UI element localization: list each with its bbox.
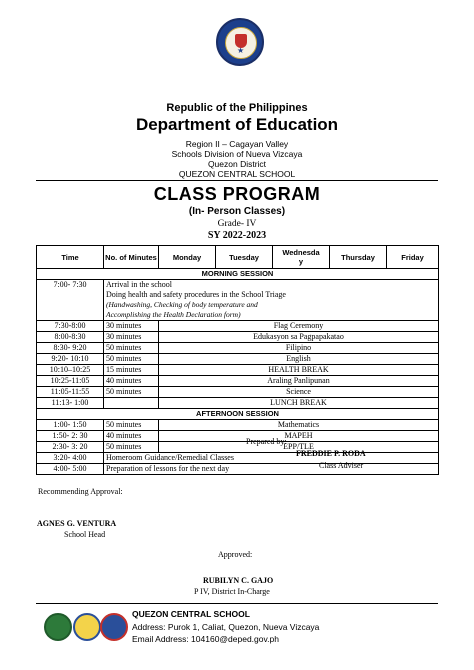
class-program-table: [36, 245, 438, 475]
col-monday: Monday: [159, 246, 216, 269]
minutes-cell: 40 minutes: [104, 431, 159, 442]
division-logo-icon: [100, 613, 128, 641]
col-wednesday-line2: y: [298, 257, 304, 266]
subject-cell: English: [159, 354, 439, 365]
subject-cell: Flag Ceremony: [159, 321, 439, 332]
arrival-line-2: Doing health and safety procedures in the School Triage: [106, 290, 286, 299]
time-cell: 11:13- 1:00: [37, 398, 104, 409]
time-cell: 2:30- 3: 20: [37, 442, 104, 453]
school-logo-icon: [44, 613, 72, 641]
table-row: [37, 464, 439, 475]
time-cell: 8:30- 9:20: [37, 343, 104, 354]
table-row: [37, 343, 439, 354]
col-time: Time: [37, 246, 104, 269]
republic-text: Republic of the Philippines: [166, 102, 308, 114]
minutes-cell: 50 minutes: [104, 343, 159, 354]
afternoon-session-label: AFTERNOON SESSION: [37, 409, 439, 420]
adviser-title: Class Adviser: [319, 461, 364, 470]
table-row: [37, 420, 439, 431]
footer-divider: [36, 603, 438, 604]
subject-cell: LUNCH BREAK: [159, 398, 439, 409]
district-text: Quezon District: [207, 159, 267, 169]
department-title: Department of Education: [135, 115, 339, 134]
table-row: [37, 354, 439, 365]
session-row: [37, 409, 439, 420]
col-friday: Friday: [387, 246, 439, 269]
minutes-cell: [104, 398, 159, 409]
prepared-by-label: Prepared by:: [246, 437, 287, 446]
table-row: [37, 321, 439, 332]
time-cell: 4:00- 5:00: [37, 464, 104, 475]
minutes-cell: 50 minutes: [104, 420, 159, 431]
subject-cell: Araling Panlipunan: [159, 376, 439, 387]
morning-session-label: MORNING SESSION: [37, 269, 439, 280]
subject-cell: HEALTH BREAK: [159, 365, 439, 376]
table-row: [37, 431, 439, 442]
subject-cell: EPP/TLE: [159, 442, 439, 453]
subject-cell: Filipino: [159, 343, 439, 354]
school-year-text: SY 2022-2023: [207, 230, 267, 241]
table-row: [37, 280, 439, 321]
time-cell: 10:25-11:05: [37, 376, 104, 387]
minutes-cell: 40 minutes: [104, 376, 159, 387]
minutes-cell: 30 minutes: [104, 321, 159, 332]
table-header-row: [37, 246, 439, 269]
table-row: [37, 453, 439, 464]
footer-address: Address: Purok 1, Caliat, Quezon, Nueva Vizcaya: [132, 622, 320, 632]
table-row: [37, 365, 439, 376]
grade-text: Grade- IV: [217, 219, 257, 229]
approved-label: Approved:: [218, 550, 253, 559]
bagong-pilipinas-logo-icon: [73, 613, 101, 641]
time-cell: 9:20- 10:10: [37, 354, 104, 365]
recommending-label: Recommending Approval:: [38, 487, 123, 496]
minutes-cell: 30 minutes: [104, 332, 159, 343]
time-cell: 10:10–10:25: [37, 365, 104, 376]
header-divider: [36, 180, 438, 181]
arrival-cell: [104, 280, 439, 321]
time-cell: 8:00-8:30: [37, 332, 104, 343]
activity-cell: Preparation of lessons for the next day: [104, 464, 439, 475]
adviser-name: FREDDIE P. RODA: [296, 449, 366, 458]
arrival-line-4: Accomplishing the Health Declaration form): [106, 310, 241, 319]
col-minutes: No. of Minutes: [104, 246, 159, 269]
arrival-line-3: (Handwashing, Checking of body temperature and: [106, 300, 258, 309]
division-text: Schools Division of Nueva Vizcaya: [171, 149, 303, 159]
deped-seal: [216, 18, 264, 66]
head-name: AGNES G. VENTURA: [37, 519, 117, 528]
subject-cell: Edukasyon sa Pagpapakatao: [159, 332, 439, 343]
minutes-cell: 50 minutes: [104, 387, 159, 398]
activity-cell: Homeroom Guidance/Remedial Classes: [104, 453, 439, 464]
table-row: [37, 376, 439, 387]
time-cell: 1:50- 2: 30: [37, 431, 104, 442]
minutes-cell: 50 minutes: [104, 442, 159, 453]
col-thursday: Thursday: [330, 246, 387, 269]
head-title: School Head: [64, 530, 106, 539]
table-row: [37, 387, 439, 398]
minutes-cell: 50 minutes: [104, 354, 159, 365]
subject-cell: Mathematics: [159, 420, 439, 431]
table-row: [37, 442, 439, 453]
page-title: CLASS PROGRAM: [153, 184, 321, 204]
arrival-line-1: Arrival in the school: [106, 280, 172, 289]
col-tuesday: Tuesday: [216, 246, 273, 269]
school-text: QUEZON CENTRAL SCHOOL: [178, 169, 296, 179]
time-cell: 3:20- 4:00: [37, 453, 104, 464]
subject-cell: MAPEH: [159, 431, 439, 442]
table-row: [37, 398, 439, 409]
footer-email: Email Address: 104160@deped.gov.ph: [132, 634, 279, 644]
time-cell: 1:00- 1:50: [37, 420, 104, 431]
table-row: [37, 332, 439, 343]
time-cell: 7:00- 7:30: [37, 280, 104, 321]
time-cell: 11:05-11:55: [37, 387, 104, 398]
page-subtitle: (In- Person Classes): [188, 206, 286, 217]
subject-cell: Science: [159, 387, 439, 398]
time-cell: 7:30-8:00: [37, 321, 104, 332]
minutes-cell: 15 minutes: [104, 365, 159, 376]
pic-name: RUBILYN C. GAJO: [203, 576, 274, 585]
session-row: [37, 269, 439, 280]
seal-inner: [225, 27, 257, 59]
col-wednesday: [273, 246, 330, 269]
col-wednesday-line1: Wednesda: [282, 248, 320, 257]
star-icon: ★: [237, 46, 245, 55]
footer-school: QUEZON CENTRAL SCHOOL: [132, 609, 250, 619]
pic-title: P IV, District In-Charge: [194, 587, 270, 596]
region-text: Region II – Cagayan Valley: [185, 139, 289, 149]
